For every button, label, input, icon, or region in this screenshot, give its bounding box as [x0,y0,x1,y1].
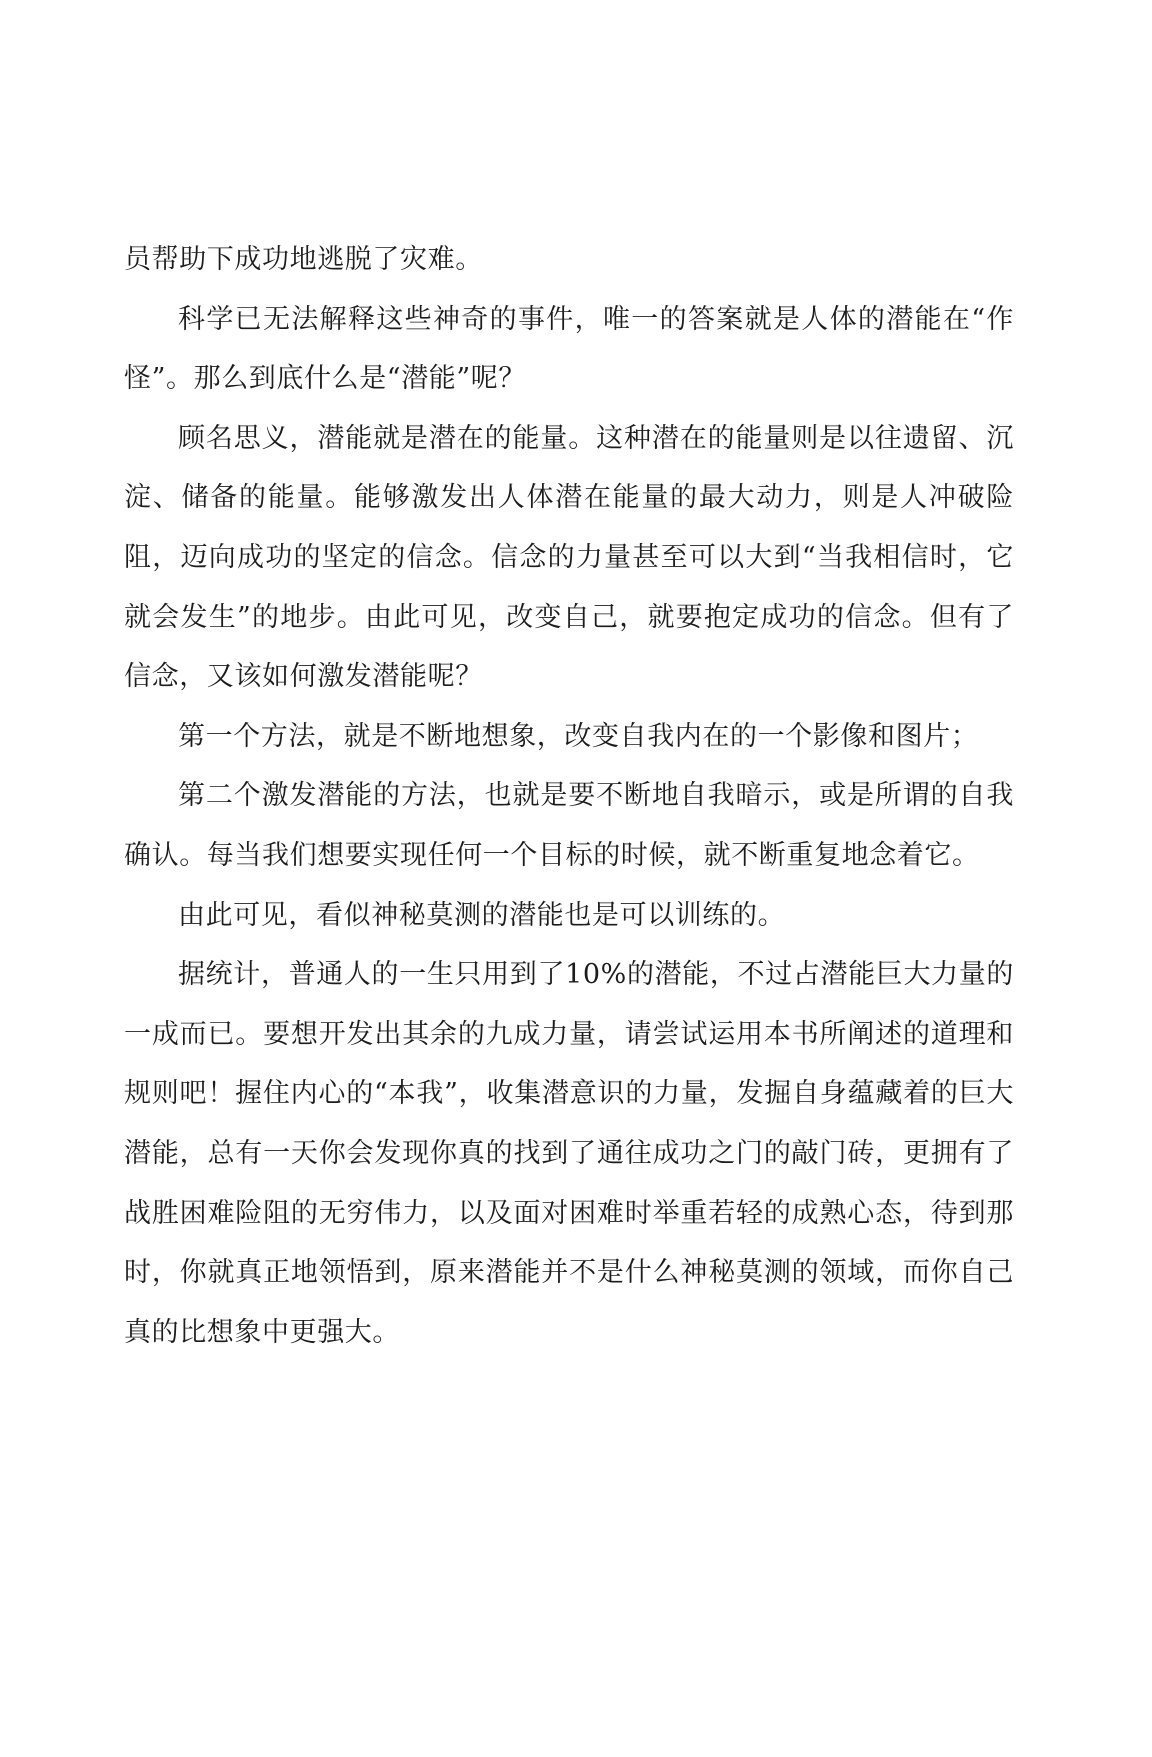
paragraph-6: 由此可见，看似神秘莫测的潜能也是可以训练的。 [178,899,786,931]
paragraph-3: 顾名思义，潜能就是潜在的能量。这种潜在的能量则是以往遗留、沉淀、储备的能量。能够激发出人体潜在能量的最大动力，则是人冲破险阻，迈向成功的坚定的信念。信念的力量甚至可以大到“当我相信时，它就会发生”的地步。由此可见，改变自己，就要抱定成功的信念。但有了信念，又该如何激发潜能呢？ [124,422,1014,693]
paragraph-7: 据统计，普通人的一生只用到了10%的潜能，不过占潜能巨大力量的一成而已。要想开发出其余的九成力量，请尝试运用本书所阐述的道理和规则吧！握住内心的“本我”，收集潜意识的力量，发掘自身蕴藏着的巨大潜能，总有一天你会发现你真的找到了通往成功之门的敲门砖，更拥有了战胜困难险阻的无穷伟力，以及面对困难时举重若轻的成熟心态，待到那时，你就真正地领悟到，原来潜能并不是什么神秘莫测的领域，而你自己真的比想象中更强大。 [124,959,1014,1348]
paragraph-4: 第一个方法，就是不断地想象，改变自我内在的一个影像和图片； [178,720,979,752]
paragraph-5: 第二个激发潜能的方法，也就是要不断地自我暗示，或是所谓的自我确认。每当我们想要实现任何一个目标的时候，就不断重复地念着它。 [124,780,1014,871]
paragraph-2: 科学已无法解释这些神奇的事件，唯一的答案就是人体的潜能在“作怪”。那么到底什么是“潜能”呢？ [124,303,1014,395]
paragraph-1: 员帮助下成功地逃脱了灾难。 [124,244,483,275]
body-text [124,230,1014,1362]
